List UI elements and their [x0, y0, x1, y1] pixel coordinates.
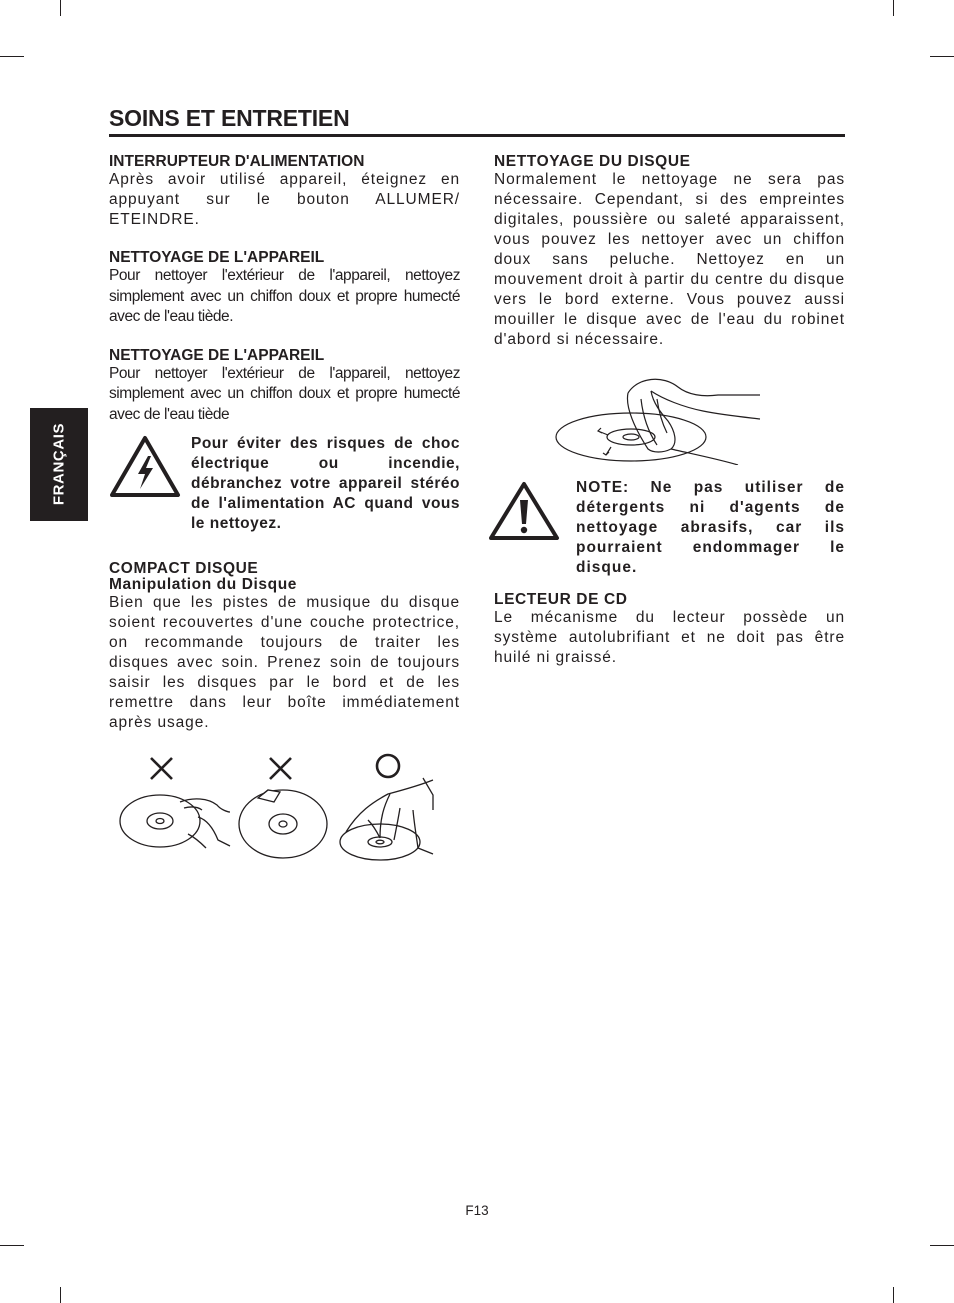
page-number: F13 — [465, 1203, 489, 1218]
disc-handling-illustration — [118, 750, 448, 865]
compact-disc-heading: COMPACT DISQUE — [109, 560, 259, 577]
compact-disc-text: Bien que les pistes de musique du disque soient recouvertes d'une couche protectrice, on recommande toujours de traiter les disques avec soin. Prenez soin de toujours saisir les disques par le bord et de les remettre dans leur boîte immédiatement après usage. — [109, 594, 460, 731]
exclamation-warning-icon — [488, 480, 560, 542]
language-tab-label: FRANÇAIS — [50, 422, 68, 506]
cd-player-heading: LECTEUR DE CD — [494, 591, 628, 608]
title-rule — [109, 134, 845, 137]
power-switch-text: Après avoir utilisé appareil, éteignez en appuyant sur le bouton ALLUMER/ ETEINDRE. — [109, 171, 460, 228]
disc-held-by-edge — [340, 778, 433, 860]
power-switch-section — [109, 154, 460, 230]
crop-mark — [893, 0, 894, 16]
cd-player-text: Le mécanisme du lecteur possède un système autolubrifiant et ne doit pas être huilé ni graissé. — [494, 609, 845, 666]
crop-mark — [930, 1245, 954, 1246]
left-column — [109, 154, 460, 425]
page-title: SOINS ET ENTRETIEN — [109, 105, 350, 131]
cleaning-unit-section-2 — [109, 348, 460, 426]
disc-with-label — [239, 790, 327, 858]
crop-mark — [60, 1287, 61, 1303]
disc-cleaning-illustration — [553, 373, 763, 465]
note-warning-box — [488, 478, 845, 578]
compact-disc-section — [109, 561, 460, 733]
right-column — [494, 154, 845, 350]
disc-held-by-surface — [120, 795, 230, 848]
cleaning-unit-heading-2: NETTOYAGE DE L'APPAREIL — [109, 346, 325, 364]
disc-cleaning-heading: NETTOYAGE DU DISQUE — [494, 153, 691, 170]
crop-mark — [0, 1245, 24, 1246]
crop-mark — [0, 56, 24, 57]
power-switch-heading: INTERRUPTEUR D'ALIMENTATION — [109, 153, 365, 170]
compact-disc-subheading: Manipulation du Disque — [109, 576, 297, 593]
note-warning-text: NOTE: Ne pas utiliser de détergents ni d'agents de nettoyage abrasifs, car ils pourraient endommager le disque. — [576, 479, 845, 576]
crop-mark — [930, 56, 954, 57]
correct-handling-icon — [377, 755, 399, 777]
cleaning-unit-section-1 — [109, 250, 460, 328]
wrong-handling-icon-2 — [270, 758, 291, 779]
cd-player-section — [494, 592, 845, 668]
crop-mark — [60, 0, 61, 16]
lightning-warning-icon — [109, 434, 181, 498]
wrong-handling-icon-1 — [151, 758, 172, 779]
cleaning-unit-text-2: Pour nettoyer l'extérieur de l'appareil, nettoyez simplement avec un chiffon doux et propre humecté avec de l'eau tiède — [109, 364, 460, 423]
cleaning-unit-heading-1: NETTOYAGE DE L'APPAREIL — [109, 249, 325, 266]
crop-mark — [893, 1287, 894, 1303]
disc-cleaning-text: Normalement le nettoyage ne sera pas nécessaire. Cependant, si des empreintes digitales, poussière ou saleté apparaissent, vous pouvez les nettoyer avec un chiffon doux sans peluche. Nettoyez en un mouvement droit à partir du centre du disque vers le bord externe. Vous pouvez aussi mouiller le disque avec de l'eau du robinet d'abord si nécessaire. — [494, 171, 845, 348]
shock-warning-box — [109, 432, 460, 542]
shock-warning-text: Pour éviter des risques de choc électrique ou incendie, débranchez votre appareil stéréo de l'alimentation AC quand vous le nettoyez. — [191, 435, 460, 532]
language-tab — [30, 408, 88, 521]
cleaning-unit-text-1: Pour nettoyer l'extérieur de l'appareil, nettoyez simplement avec un chiffon doux et propre humecté avec de l'eau tiède. — [109, 267, 460, 325]
